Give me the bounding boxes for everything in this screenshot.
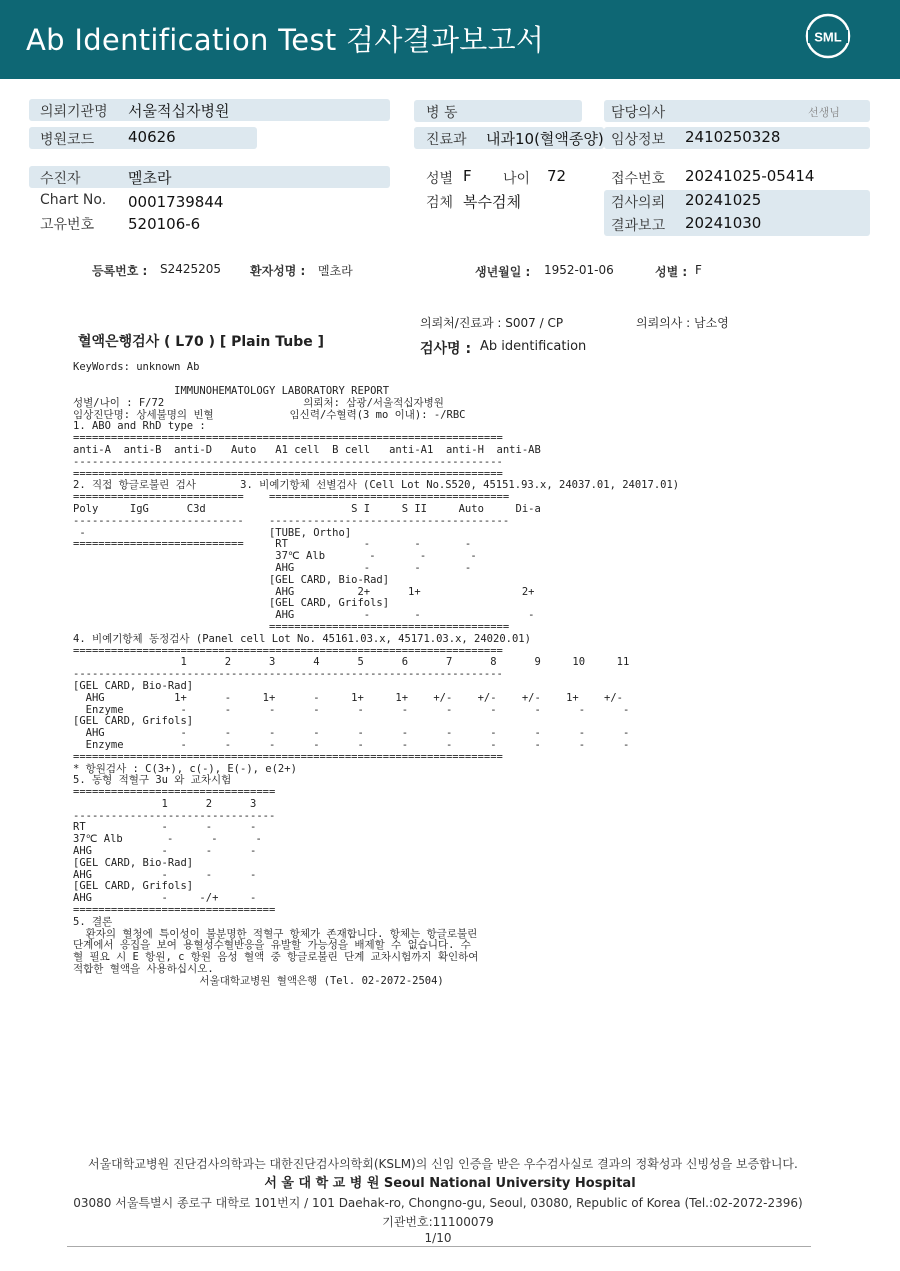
report-line: 1 2 3 4 5 6 7 8 9 10 11 [73,656,630,669]
report-line: Enzyme - - - - - - - - - - - [73,738,630,751]
lab-report-body [73,386,679,988]
keywords-line: KeyWords: unknown Ab [73,361,200,373]
dept-line: 의뢰처/진료과 : S007 / CP [420,316,564,330]
report-line: -------------------------------------------------------------------- [73,455,503,468]
birth-label: 생년월일 : [475,265,531,279]
report-line: 단계에서 응집을 보여 용혈성수혈반응을 유발할 가능성을 배제할 수 없습니다. 수 [73,939,471,952]
sex-value: F [463,167,472,185]
unique-label: 고유번호 [40,217,95,233]
birth-value: 1952-01-06 [544,263,614,277]
report-line: ==================================================================== [73,467,503,480]
report-line: AHG - -/+ - [73,892,257,905]
name-label: 환자성명 : [250,264,306,278]
sml-logo [804,12,852,60]
report-line: [GEL CARD, Bio-Rad] [73,856,194,869]
footer-address: 03080 서울특별시 종로구 대학로 101번지 / 101 Daehak-ro, Chongno-gu, Seoul, 03080, Republic of Korea (Tel.:02-2072-2396) [73,1196,803,1210]
report-line: 환자의 혈청에 특이성이 불분명한 적혈구 항체가 존재합니다. 항체는 항글로불린 [73,927,478,940]
report-line: 성별/나이 : F/72 의뢰처: 삼광/서울적십자병원 [73,396,444,409]
footer-cert: 서울대학교병원 진단검사의학과는 대한진단검사의학회(KSLM)의 신임 인증을 받은 우수검사실로 결과의 정확성과 신빙성을 보증합니다. [88,1157,798,1171]
doctor-suffix: 선생님 [808,106,840,119]
report-line: AHG - - - [73,609,535,622]
report-line: [GEL CARD, Grifols] [73,880,194,893]
report-line: 5. 동형 적혈구 3u 와 교차시험 [73,774,232,787]
institution-value: 서울적십자병원 [128,102,230,120]
report-line: RT - - - [73,821,257,834]
reg-value: S2425205 [160,262,222,276]
clinical-label: 임상정보 [611,132,666,148]
request-label: 검사의뢰 [611,195,666,211]
report-line: --------------------------- -------------------------------------- [73,514,510,527]
test-section: 혈액은행검사 ( L70 ) [ Plain Tube ] [78,334,325,350]
report-title: Ab Identification Test 검사결과보고서 [26,23,545,57]
report-line: IMMUNOHEMATOLOGY LABORATORY REPORT [73,385,390,397]
report-line: ==================================================================== [73,432,503,445]
report-line: 37℃ Alb - - - [73,550,477,563]
unique-value: 520106-6 [128,215,201,233]
test-name-value: Ab identification [480,339,587,354]
report-line: 5. 결론 [73,915,113,928]
specimen-label: 검체 [426,195,454,211]
request-value: 20241025 [685,191,762,209]
ward-label: 병 동 [426,105,458,121]
report-line: 1 2 3 [73,797,257,810]
result-label: 결과보고 [611,218,666,234]
patient-bar [29,166,390,188]
sex-label: 성별 [426,171,454,187]
dept-label: 진료과 [426,132,467,148]
age-value: 72 [547,167,567,185]
report-line: 임상진단명: 상세불명의 빈혈 임신력/수혈력(3 mo 이내): -/RBC [73,408,466,421]
report-line: * 항원검사 : C(3+), c(-), E(-), e(2+) [73,762,297,775]
logo-text: SML [814,29,842,45]
result-value: 20241030 [685,214,762,232]
report-line: AHG - - - - - - - - - - - [73,727,630,740]
report-line: 적합한 혈액을 사용하십시오. [73,963,214,976]
report-line: AHG 1+ - 1+ - 1+ 1+ +/- +/- +/- 1+ +/- [73,691,623,704]
report-line: AHG - - - [73,561,472,574]
report-line: [GEL CARD, Grifols] [73,715,194,728]
report-line: ==================================================================== [73,750,503,763]
report-line: 혈 필요 시 E 항원, c 항원 음성 혈액 중 항글로불린 단계 교차시험까지 확인하여 [73,951,479,964]
report-line: [GEL CARD, Bio-Rad] [73,679,194,692]
report-line: AHG - - - [73,868,257,881]
report-line: 37℃ Alb - - - [73,833,262,846]
doctor-line: 의뢰의사 : 남소영 [636,316,729,330]
institution-label: 의뢰기관명 [40,104,108,120]
report-line: ==================================================================== [73,644,503,657]
report-line: - [TUBE, Ortho] [73,526,352,539]
report-line: AHG - - - [73,845,257,858]
patient-label: 수진자 [40,171,81,187]
report-line: [GEL CARD, Grifols] [73,597,390,610]
report-line: =========================== ====================================== [73,491,510,504]
report-line: =========================== RT - - - [73,538,472,551]
report-line: Enzyme - - - - - - - - - - - [73,703,630,716]
report-line: AHG 2+ 1+ 2+ [73,585,535,598]
report-line: 4. 비예기항체 동정검사 (Panel cell Lot No. 45161.03.x, 45171.03.x, 24020.01) [73,632,531,645]
test-name-label: 검사명 : [420,341,472,357]
footer-org-no: 기관번호:11100079 [382,1215,494,1229]
name-value: 멜초라 [318,264,353,278]
report-header [0,0,900,79]
report-line: Poly IgG C3d S I S II Auto Di-a [73,502,541,515]
report-line: 서울대학교병원 혈액은행 (Tel. 02-2072-2504) [73,974,444,987]
hospital-code-label: 병원코드 [40,132,95,148]
report-line: 1. ABO and RhD type : [73,420,206,433]
chart-label: Chart No. [40,192,107,208]
clinical-value: 2410250328 [685,128,781,146]
report-line: anti-A anti-B anti-D Auto A1 cell B cell anti-A1 anti-H anti-AB [73,443,541,456]
patient-sex-label: 성별 : [655,265,688,279]
receipt-label: 접수번호 [611,171,666,187]
age-label: 나이 [503,171,531,187]
footer-page: 1/10 [424,1231,452,1245]
report-line: ================================ [73,786,276,799]
patient-value: 멜초라 [128,169,172,187]
report-line: ================================ [73,904,276,917]
report-line: 2. 직접 항글로불린 검사 3. 비예기항체 선별검사 (Cell Lot No.S520, 45151.93.x, 24037.01, 24017.01) [73,479,680,492]
doctor-label: 담당의사 [611,105,666,121]
dept-value: 내과10(혈액종양) [486,130,604,148]
footer-hospital: 서 울 대 학 교 병 원 Seoul National University Hospital [264,1176,636,1191]
report-line: [GEL CARD, Bio-Rad] [73,573,390,586]
chart-value: 0001739844 [128,193,224,211]
specimen-value: 복수검체 [463,193,521,211]
footer-divider [67,1246,811,1247]
report-line: ====================================== [73,620,510,633]
receipt-value: 20241025-05414 [685,167,815,185]
reg-label: 등록번호 : [92,264,148,278]
hospital-code-value: 40626 [128,128,176,146]
report-line: -------------------------------- [73,809,276,822]
patient-sex-value: F [695,263,702,277]
report-line: -------------------------------------------------------------------- [73,668,503,681]
